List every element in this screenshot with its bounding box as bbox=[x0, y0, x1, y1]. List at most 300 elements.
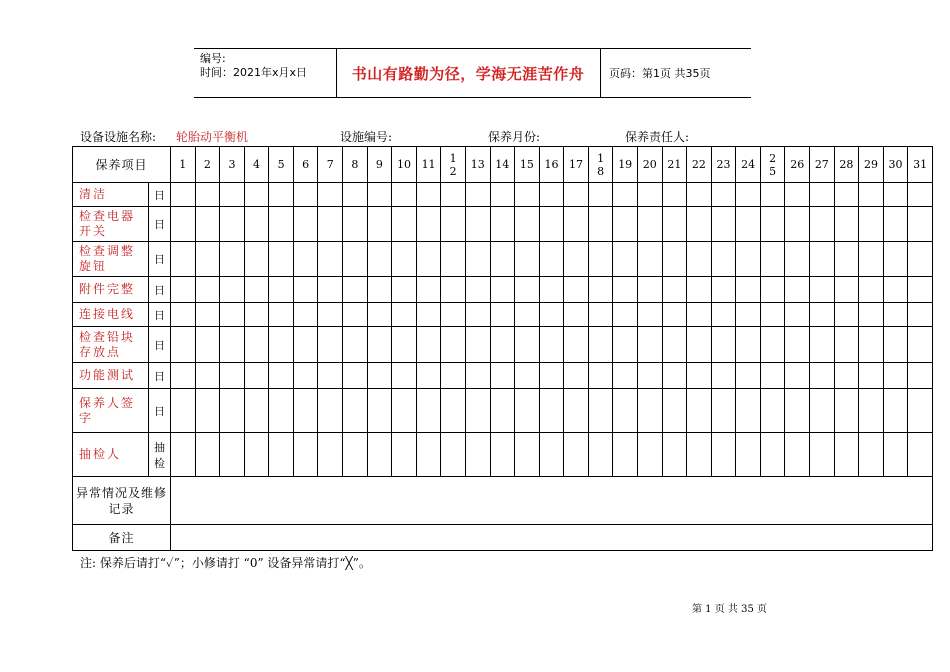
check-cell[interactable] bbox=[220, 303, 245, 327]
check-cell[interactable] bbox=[244, 303, 269, 327]
check-cell[interactable] bbox=[293, 389, 318, 433]
check-cell[interactable] bbox=[711, 242, 736, 277]
check-cell[interactable] bbox=[736, 207, 761, 242]
check-cell[interactable] bbox=[269, 433, 294, 477]
check-cell[interactable] bbox=[859, 363, 884, 389]
check-cell[interactable] bbox=[465, 183, 490, 207]
check-cell[interactable] bbox=[637, 207, 662, 242]
check-cell[interactable] bbox=[785, 183, 810, 207]
check-cell[interactable] bbox=[392, 207, 417, 242]
check-cell[interactable] bbox=[441, 303, 466, 327]
check-cell[interactable] bbox=[367, 183, 392, 207]
check-cell[interactable] bbox=[195, 327, 220, 363]
check-cell[interactable] bbox=[736, 363, 761, 389]
check-cell[interactable] bbox=[171, 183, 196, 207]
check-cell[interactable] bbox=[760, 242, 785, 277]
check-cell[interactable] bbox=[490, 183, 515, 207]
check-cell[interactable] bbox=[244, 327, 269, 363]
check-cell[interactable] bbox=[662, 183, 687, 207]
check-cell[interactable] bbox=[613, 389, 638, 433]
check-cell[interactable] bbox=[539, 207, 564, 242]
check-cell[interactable] bbox=[588, 327, 613, 363]
check-cell[interactable] bbox=[539, 389, 564, 433]
check-cell[interactable] bbox=[662, 207, 687, 242]
check-cell[interactable] bbox=[810, 242, 835, 277]
check-cell[interactable] bbox=[465, 303, 490, 327]
check-cell[interactable] bbox=[613, 363, 638, 389]
check-cell[interactable] bbox=[687, 242, 712, 277]
day-header: 3 bbox=[220, 147, 245, 183]
day-header: 7 bbox=[318, 147, 343, 183]
check-cell[interactable] bbox=[318, 363, 343, 389]
check-cell[interactable] bbox=[318, 327, 343, 363]
check-cell[interactable] bbox=[392, 242, 417, 277]
check-cell[interactable] bbox=[785, 433, 810, 477]
check-cell[interactable] bbox=[490, 363, 515, 389]
check-cell[interactable] bbox=[736, 433, 761, 477]
check-cell[interactable] bbox=[539, 242, 564, 277]
check-cell[interactable] bbox=[220, 277, 245, 303]
check-cell[interactable] bbox=[195, 389, 220, 433]
check-cell[interactable] bbox=[318, 303, 343, 327]
check-cell[interactable] bbox=[637, 327, 662, 363]
check-cell[interactable] bbox=[195, 242, 220, 277]
check-cell[interactable] bbox=[392, 183, 417, 207]
check-cell[interactable] bbox=[293, 303, 318, 327]
check-cell[interactable] bbox=[539, 363, 564, 389]
check-cell[interactable] bbox=[539, 303, 564, 327]
remark-label: 备注 bbox=[73, 525, 171, 551]
check-cell[interactable] bbox=[883, 363, 908, 389]
check-cell[interactable] bbox=[859, 303, 884, 327]
check-cell[interactable] bbox=[490, 242, 515, 277]
check-cell[interactable] bbox=[416, 207, 441, 242]
check-cell[interactable] bbox=[367, 303, 392, 327]
check-cell[interactable] bbox=[810, 363, 835, 389]
check-cell[interactable] bbox=[908, 242, 933, 277]
check-cell[interactable] bbox=[269, 389, 294, 433]
check-cell[interactable] bbox=[269, 363, 294, 389]
check-cell[interactable] bbox=[515, 303, 540, 327]
check-cell[interactable] bbox=[687, 363, 712, 389]
check-cell[interactable] bbox=[392, 433, 417, 477]
check-cell[interactable] bbox=[760, 303, 785, 327]
check-cell[interactable] bbox=[465, 327, 490, 363]
check-cell[interactable] bbox=[736, 242, 761, 277]
check-cell[interactable] bbox=[687, 183, 712, 207]
day-header: 5 bbox=[269, 147, 294, 183]
check-cell[interactable] bbox=[343, 183, 368, 207]
check-cell[interactable] bbox=[220, 363, 245, 389]
check-cell[interactable] bbox=[515, 277, 540, 303]
check-cell[interactable] bbox=[515, 363, 540, 389]
check-cell[interactable] bbox=[687, 303, 712, 327]
check-cell[interactable] bbox=[171, 207, 196, 242]
check-cell[interactable] bbox=[441, 433, 466, 477]
check-cell[interactable] bbox=[293, 327, 318, 363]
check-cell[interactable] bbox=[416, 183, 441, 207]
check-cell[interactable] bbox=[220, 389, 245, 433]
day-header: 17 bbox=[564, 147, 589, 183]
check-cell[interactable] bbox=[908, 303, 933, 327]
check-cell[interactable] bbox=[195, 183, 220, 207]
check-cell[interactable] bbox=[564, 303, 589, 327]
check-cell[interactable] bbox=[367, 207, 392, 242]
check-cell[interactable] bbox=[662, 303, 687, 327]
check-cell[interactable] bbox=[736, 183, 761, 207]
check-cell[interactable] bbox=[883, 327, 908, 363]
check-cell[interactable] bbox=[490, 207, 515, 242]
check-cell[interactable] bbox=[269, 303, 294, 327]
check-cell[interactable] bbox=[343, 327, 368, 363]
check-cell[interactable] bbox=[416, 363, 441, 389]
check-cell[interactable] bbox=[588, 277, 613, 303]
check-cell[interactable] bbox=[810, 183, 835, 207]
check-cell[interactable] bbox=[662, 327, 687, 363]
check-cell[interactable] bbox=[441, 242, 466, 277]
item-frequency: 日 bbox=[149, 207, 171, 242]
check-cell[interactable] bbox=[662, 433, 687, 477]
check-cell[interactable] bbox=[343, 433, 368, 477]
check-cell[interactable] bbox=[318, 183, 343, 207]
check-cell[interactable] bbox=[171, 303, 196, 327]
check-cell[interactable] bbox=[220, 207, 245, 242]
check-cell[interactable] bbox=[318, 242, 343, 277]
check-cell[interactable] bbox=[711, 183, 736, 207]
check-cell[interactable] bbox=[883, 277, 908, 303]
check-cell[interactable] bbox=[834, 327, 859, 363]
check-cell[interactable] bbox=[883, 183, 908, 207]
check-cell[interactable] bbox=[834, 277, 859, 303]
check-cell[interactable] bbox=[465, 433, 490, 477]
check-cell[interactable] bbox=[318, 433, 343, 477]
check-cell[interactable] bbox=[293, 433, 318, 477]
day-header: 26 bbox=[785, 147, 810, 183]
check-cell[interactable] bbox=[441, 363, 466, 389]
check-cell[interactable] bbox=[293, 183, 318, 207]
check-cell[interactable] bbox=[760, 277, 785, 303]
check-cell[interactable] bbox=[515, 389, 540, 433]
check-cell[interactable] bbox=[539, 327, 564, 363]
check-cell[interactable] bbox=[613, 242, 638, 277]
check-cell[interactable] bbox=[760, 327, 785, 363]
check-cell[interactable] bbox=[859, 277, 884, 303]
day-header: 22 bbox=[687, 147, 712, 183]
check-cell[interactable] bbox=[859, 207, 884, 242]
check-cell[interactable] bbox=[711, 433, 736, 477]
check-cell[interactable] bbox=[367, 277, 392, 303]
check-cell[interactable] bbox=[613, 277, 638, 303]
check-cell[interactable] bbox=[171, 433, 196, 477]
table-row bbox=[73, 277, 933, 303]
check-cell[interactable] bbox=[244, 183, 269, 207]
check-cell[interactable] bbox=[441, 327, 466, 363]
check-cell[interactable] bbox=[318, 277, 343, 303]
check-cell[interactable] bbox=[834, 183, 859, 207]
check-cell[interactable] bbox=[637, 389, 662, 433]
abnormal-record-cell[interactable] bbox=[171, 477, 933, 525]
check-cell[interactable] bbox=[687, 389, 712, 433]
check-cell[interactable] bbox=[785, 277, 810, 303]
check-cell[interactable] bbox=[195, 277, 220, 303]
check-cell[interactable] bbox=[441, 277, 466, 303]
check-cell[interactable] bbox=[834, 433, 859, 477]
check-cell[interactable] bbox=[810, 277, 835, 303]
check-cell[interactable] bbox=[441, 389, 466, 433]
check-cell[interactable] bbox=[687, 207, 712, 242]
check-cell[interactable] bbox=[416, 303, 441, 327]
check-cell[interactable] bbox=[760, 363, 785, 389]
maintenance-table bbox=[72, 146, 933, 551]
check-cell[interactable] bbox=[859, 433, 884, 477]
check-cell[interactable] bbox=[293, 207, 318, 242]
check-cell[interactable] bbox=[637, 183, 662, 207]
check-cell[interactable] bbox=[564, 433, 589, 477]
day-header: 30 bbox=[883, 147, 908, 183]
check-cell[interactable] bbox=[908, 327, 933, 363]
check-cell[interactable] bbox=[810, 327, 835, 363]
month-label: 保养月份: bbox=[488, 130, 541, 144]
check-cell[interactable] bbox=[343, 207, 368, 242]
check-cell[interactable] bbox=[539, 277, 564, 303]
check-cell[interactable] bbox=[736, 277, 761, 303]
check-cell[interactable] bbox=[171, 327, 196, 363]
check-cell[interactable] bbox=[588, 242, 613, 277]
header-motto-cell bbox=[336, 49, 601, 97]
check-cell[interactable] bbox=[637, 242, 662, 277]
check-cell[interactable] bbox=[539, 183, 564, 207]
check-cell[interactable] bbox=[883, 389, 908, 433]
check-cell[interactable] bbox=[613, 327, 638, 363]
check-cell[interactable] bbox=[539, 433, 564, 477]
check-cell[interactable] bbox=[343, 389, 368, 433]
check-cell[interactable] bbox=[515, 183, 540, 207]
check-cell[interactable] bbox=[883, 242, 908, 277]
check-cell[interactable] bbox=[343, 363, 368, 389]
check-cell[interactable] bbox=[662, 242, 687, 277]
check-cell[interactable] bbox=[613, 207, 638, 242]
check-cell[interactable] bbox=[711, 303, 736, 327]
check-cell[interactable] bbox=[711, 327, 736, 363]
check-cell[interactable] bbox=[687, 277, 712, 303]
check-cell[interactable] bbox=[760, 433, 785, 477]
check-cell[interactable] bbox=[810, 207, 835, 242]
check-cell[interactable] bbox=[392, 303, 417, 327]
check-cell[interactable] bbox=[490, 277, 515, 303]
equipment-name: 轮胎动平衡机 bbox=[176, 130, 249, 144]
check-cell[interactable] bbox=[367, 327, 392, 363]
check-cell[interactable] bbox=[711, 207, 736, 242]
check-cell[interactable] bbox=[269, 327, 294, 363]
check-cell[interactable] bbox=[220, 242, 245, 277]
check-cell[interactable] bbox=[859, 242, 884, 277]
check-cell[interactable] bbox=[588, 363, 613, 389]
check-cell[interactable] bbox=[195, 433, 220, 477]
check-cell[interactable] bbox=[171, 277, 196, 303]
check-cell[interactable] bbox=[244, 433, 269, 477]
check-cell[interactable] bbox=[465, 242, 490, 277]
check-cell[interactable] bbox=[908, 183, 933, 207]
check-cell[interactable] bbox=[195, 303, 220, 327]
check-cell[interactable] bbox=[736, 389, 761, 433]
check-cell[interactable] bbox=[785, 303, 810, 327]
check-cell[interactable] bbox=[490, 433, 515, 477]
check-cell[interactable] bbox=[269, 277, 294, 303]
check-cell[interactable] bbox=[908, 207, 933, 242]
check-cell[interactable] bbox=[392, 327, 417, 363]
check-cell[interactable] bbox=[490, 303, 515, 327]
check-cell[interactable] bbox=[834, 303, 859, 327]
item-frequency: 日 bbox=[149, 327, 171, 363]
check-cell[interactable] bbox=[908, 389, 933, 433]
check-cell[interactable] bbox=[490, 389, 515, 433]
check-cell[interactable] bbox=[859, 389, 884, 433]
check-cell[interactable] bbox=[859, 327, 884, 363]
check-cell[interactable] bbox=[687, 433, 712, 477]
check-cell[interactable] bbox=[883, 303, 908, 327]
check-cell[interactable] bbox=[736, 327, 761, 363]
check-cell[interactable] bbox=[465, 363, 490, 389]
check-cell[interactable] bbox=[785, 207, 810, 242]
day-header: 10 bbox=[392, 147, 417, 183]
check-cell[interactable] bbox=[220, 183, 245, 207]
check-cell[interactable] bbox=[441, 183, 466, 207]
check-cell[interactable] bbox=[244, 389, 269, 433]
check-cell[interactable] bbox=[220, 327, 245, 363]
check-cell[interactable] bbox=[416, 389, 441, 433]
check-cell[interactable] bbox=[564, 242, 589, 277]
check-cell[interactable] bbox=[588, 183, 613, 207]
check-cell[interactable] bbox=[613, 183, 638, 207]
check-cell[interactable] bbox=[465, 207, 490, 242]
check-cell[interactable] bbox=[711, 277, 736, 303]
check-cell[interactable] bbox=[343, 303, 368, 327]
check-cell[interactable] bbox=[662, 277, 687, 303]
check-cell[interactable] bbox=[760, 207, 785, 242]
check-cell[interactable] bbox=[564, 363, 589, 389]
check-cell[interactable] bbox=[785, 389, 810, 433]
day-header: 13 bbox=[465, 147, 490, 183]
check-cell[interactable] bbox=[392, 363, 417, 389]
check-cell[interactable] bbox=[416, 277, 441, 303]
check-cell[interactable] bbox=[367, 363, 392, 389]
check-cell[interactable] bbox=[588, 433, 613, 477]
check-cell[interactable] bbox=[637, 303, 662, 327]
check-cell[interactable] bbox=[908, 433, 933, 477]
check-cell[interactable] bbox=[244, 207, 269, 242]
check-cell[interactable] bbox=[687, 327, 712, 363]
check-cell[interactable] bbox=[859, 183, 884, 207]
check-cell[interactable] bbox=[564, 327, 589, 363]
check-cell[interactable] bbox=[343, 277, 368, 303]
check-cell[interactable] bbox=[220, 433, 245, 477]
check-cell[interactable] bbox=[564, 389, 589, 433]
check-cell[interactable] bbox=[171, 363, 196, 389]
check-cell[interactable] bbox=[416, 242, 441, 277]
check-cell[interactable] bbox=[515, 433, 540, 477]
check-cell[interactable] bbox=[908, 363, 933, 389]
check-cell[interactable] bbox=[269, 183, 294, 207]
check-cell[interactable] bbox=[564, 183, 589, 207]
check-cell[interactable] bbox=[269, 242, 294, 277]
check-cell[interactable] bbox=[244, 363, 269, 389]
check-cell[interactable] bbox=[834, 242, 859, 277]
check-cell[interactable] bbox=[613, 303, 638, 327]
check-cell[interactable] bbox=[564, 277, 589, 303]
check-cell[interactable] bbox=[515, 327, 540, 363]
check-cell[interactable] bbox=[810, 303, 835, 327]
check-cell[interactable] bbox=[662, 389, 687, 433]
check-cell[interactable] bbox=[883, 433, 908, 477]
check-cell[interactable] bbox=[588, 389, 613, 433]
check-cell[interactable] bbox=[293, 242, 318, 277]
check-cell[interactable] bbox=[343, 242, 368, 277]
check-cell[interactable] bbox=[785, 327, 810, 363]
check-cell[interactable] bbox=[760, 389, 785, 433]
check-cell[interactable] bbox=[785, 363, 810, 389]
check-cell[interactable] bbox=[785, 242, 810, 277]
check-cell[interactable] bbox=[318, 207, 343, 242]
check-cell[interactable] bbox=[515, 242, 540, 277]
check-cell[interactable] bbox=[613, 433, 638, 477]
check-cell[interactable] bbox=[834, 389, 859, 433]
check-cell[interactable] bbox=[662, 363, 687, 389]
check-cell[interactable] bbox=[269, 207, 294, 242]
check-cell[interactable] bbox=[171, 389, 196, 433]
check-cell[interactable] bbox=[195, 207, 220, 242]
check-cell[interactable] bbox=[171, 242, 196, 277]
check-cell[interactable] bbox=[908, 277, 933, 303]
check-cell[interactable] bbox=[318, 389, 343, 433]
day-header: 24 bbox=[736, 147, 761, 183]
check-cell[interactable] bbox=[588, 303, 613, 327]
check-cell[interactable] bbox=[564, 207, 589, 242]
check-cell[interactable] bbox=[810, 389, 835, 433]
check-cell[interactable] bbox=[244, 242, 269, 277]
check-cell[interactable] bbox=[367, 242, 392, 277]
check-cell[interactable] bbox=[416, 327, 441, 363]
check-cell[interactable] bbox=[515, 207, 540, 242]
check-cell[interactable] bbox=[736, 303, 761, 327]
check-cell[interactable] bbox=[637, 433, 662, 477]
check-cell[interactable] bbox=[834, 207, 859, 242]
check-cell[interactable] bbox=[367, 433, 392, 477]
remark-cell[interactable] bbox=[171, 525, 933, 551]
check-cell[interactable] bbox=[637, 277, 662, 303]
check-cell[interactable] bbox=[244, 277, 269, 303]
check-cell[interactable] bbox=[834, 363, 859, 389]
check-cell[interactable] bbox=[416, 433, 441, 477]
check-cell[interactable] bbox=[367, 389, 392, 433]
check-cell[interactable] bbox=[588, 207, 613, 242]
check-cell[interactable] bbox=[465, 277, 490, 303]
check-cell[interactable] bbox=[465, 389, 490, 433]
check-cell[interactable] bbox=[293, 277, 318, 303]
check-cell[interactable] bbox=[637, 363, 662, 389]
check-cell[interactable] bbox=[760, 183, 785, 207]
day-header: 6 bbox=[293, 147, 318, 183]
check-cell[interactable] bbox=[392, 389, 417, 433]
check-cell[interactable] bbox=[293, 363, 318, 389]
check-cell[interactable] bbox=[711, 389, 736, 433]
check-cell[interactable] bbox=[490, 327, 515, 363]
check-cell[interactable] bbox=[810, 433, 835, 477]
check-cell[interactable] bbox=[441, 207, 466, 242]
check-cell[interactable] bbox=[195, 363, 220, 389]
check-cell[interactable] bbox=[392, 277, 417, 303]
check-cell[interactable] bbox=[883, 207, 908, 242]
check-cell[interactable] bbox=[711, 363, 736, 389]
